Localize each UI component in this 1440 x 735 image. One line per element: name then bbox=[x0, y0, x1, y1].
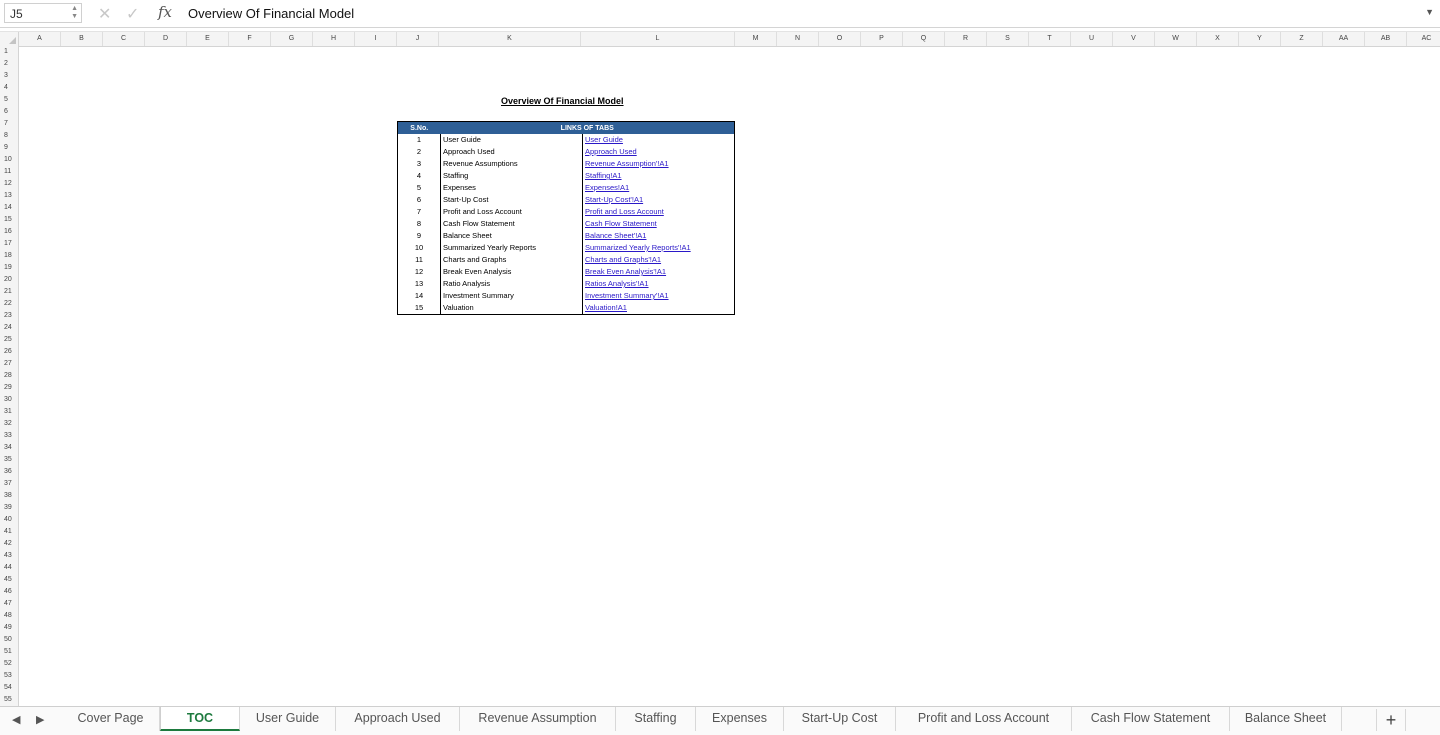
tab-name-cell[interactable]: Ratio Analysis bbox=[441, 278, 583, 290]
row-header-43[interactable]: 43 bbox=[4, 552, 12, 559]
row-header-39[interactable]: 39 bbox=[4, 504, 12, 511]
column-header-v[interactable]: V bbox=[1113, 32, 1155, 46]
tab-name-cell[interactable]: Revenue Assumptions bbox=[441, 158, 583, 170]
tab-link-cell bbox=[583, 194, 735, 206]
row-number[interactable]: 3 bbox=[398, 158, 441, 170]
row-header-24[interactable]: 24 bbox=[4, 324, 12, 331]
row-header-49[interactable]: 49 bbox=[4, 624, 12, 631]
formula-input[interactable]: Overview Of Financial Model bbox=[188, 6, 355, 21]
row-header-36[interactable]: 36 bbox=[4, 468, 12, 475]
table-row bbox=[398, 230, 735, 242]
row-header-45[interactable]: 45 bbox=[4, 576, 12, 583]
row-header-31[interactable]: 31 bbox=[4, 408, 12, 415]
row-header-22[interactable]: 22 bbox=[4, 300, 12, 307]
row-number[interactable]: 4 bbox=[398, 170, 441, 182]
tab-link-cell bbox=[583, 242, 735, 254]
row-header-35[interactable]: 35 bbox=[4, 456, 12, 463]
column-header-bar bbox=[0, 31, 1440, 47]
row-header-25[interactable]: 25 bbox=[4, 336, 12, 343]
sheet-tab-approach-used[interactable]: Approach Used bbox=[336, 707, 460, 731]
sheet-tab-balance-sheet[interactable]: Balance Sheet bbox=[1230, 707, 1342, 731]
row-number[interactable]: 6 bbox=[398, 194, 441, 206]
row-number[interactable]: 5 bbox=[398, 182, 441, 194]
row-header-9[interactable]: 9 bbox=[4, 144, 8, 151]
column-header-c[interactable]: C bbox=[103, 32, 145, 46]
row-header-34[interactable]: 34 bbox=[4, 444, 12, 451]
row-header-18[interactable]: 18 bbox=[4, 252, 12, 259]
tab-hyperlink[interactable]: Ratios Analysis'!A1 bbox=[585, 279, 649, 288]
table-row bbox=[398, 206, 735, 218]
row-number[interactable]: 15 bbox=[398, 302, 441, 315]
sheet-tab-cash-flow-statement[interactable]: Cash Flow Statement bbox=[1072, 707, 1230, 731]
row-header-37[interactable]: 37 bbox=[4, 480, 12, 487]
column-header-l[interactable]: L bbox=[581, 32, 735, 46]
row-header-30[interactable]: 30 bbox=[4, 396, 12, 403]
row-number[interactable]: 8 bbox=[398, 218, 441, 230]
tab-name-cell[interactable]: User Guide bbox=[441, 134, 583, 146]
tab-hyperlink[interactable]: Approach Used bbox=[585, 147, 637, 156]
row-header-27[interactable]: 27 bbox=[4, 360, 12, 367]
row-header-2[interactable]: 2 bbox=[4, 60, 8, 67]
row-header-52[interactable]: 52 bbox=[4, 660, 12, 667]
tab-name-cell[interactable]: Expenses bbox=[441, 182, 583, 194]
row-number[interactable]: 12 bbox=[398, 266, 441, 278]
column-header-d[interactable]: D bbox=[145, 32, 187, 46]
sheet-tab-bar bbox=[0, 706, 1440, 735]
cell-reference: J5 bbox=[10, 7, 23, 21]
row-header-8[interactable]: 8 bbox=[4, 132, 8, 139]
row-header-5[interactable]: 5 bbox=[4, 96, 8, 103]
row-header-53[interactable]: 53 bbox=[4, 672, 12, 679]
tab-name-cell[interactable]: Start-Up Cost bbox=[441, 194, 583, 206]
column-header-k[interactable]: K bbox=[439, 32, 581, 46]
row-header-41[interactable]: 41 bbox=[4, 528, 12, 535]
tab-link-cell bbox=[583, 146, 735, 158]
row-header-54[interactable]: 54 bbox=[4, 684, 12, 691]
column-header-b[interactable]: B bbox=[61, 32, 103, 46]
toc-table bbox=[397, 121, 735, 315]
tab-link-cell bbox=[583, 182, 735, 194]
tab-hyperlink[interactable]: Balance Sheet'!A1 bbox=[585, 231, 647, 240]
tab-hyperlink[interactable]: Revenue Assumption'!A1 bbox=[585, 159, 669, 168]
row-header-4[interactable]: 4 bbox=[4, 84, 8, 91]
header-sno[interactable]: S.No. bbox=[398, 122, 441, 135]
sheet-tab-toc[interactable]: TOC bbox=[160, 707, 240, 731]
column-header-z[interactable]: Z bbox=[1281, 32, 1323, 46]
tab-hyperlink[interactable]: Break Even Analysis'!A1 bbox=[585, 267, 667, 276]
row-header-28[interactable]: 28 bbox=[4, 372, 12, 379]
column-header-i[interactable]: I bbox=[355, 32, 397, 46]
row-header-42[interactable]: 42 bbox=[4, 540, 12, 547]
tab-hyperlink[interactable]: User Guide bbox=[585, 135, 623, 144]
tab-name-cell[interactable]: Charts and Graphs bbox=[441, 254, 583, 266]
tab-name-cell[interactable]: Valuation bbox=[441, 302, 583, 315]
tab-hyperlink[interactable]: Staffing!A1 bbox=[585, 171, 622, 180]
row-header-3[interactable]: 3 bbox=[4, 72, 8, 79]
row-header-1[interactable]: 1 bbox=[4, 48, 8, 55]
column-header-y[interactable]: Y bbox=[1239, 32, 1281, 46]
tab-name-cell[interactable]: Profit and Loss Account bbox=[441, 206, 583, 218]
column-header-o[interactable]: O bbox=[819, 32, 861, 46]
row-header-51[interactable]: 51 bbox=[4, 648, 12, 655]
column-header-p[interactable]: P bbox=[861, 32, 903, 46]
row-header-17[interactable]: 17 bbox=[4, 240, 12, 247]
row-header-29[interactable]: 29 bbox=[4, 384, 12, 391]
column-header-q[interactable]: Q bbox=[903, 32, 945, 46]
tab-link-cell bbox=[583, 218, 735, 230]
tab-hyperlink[interactable]: Charts and Graphs'!A1 bbox=[585, 255, 662, 264]
row-header-6[interactable]: 6 bbox=[4, 108, 8, 115]
table-row bbox=[398, 146, 735, 158]
table-row bbox=[398, 290, 735, 302]
table-row bbox=[398, 218, 735, 230]
row-header-44[interactable]: 44 bbox=[4, 564, 12, 571]
tab-hyperlink[interactable]: Valuation!A1 bbox=[585, 303, 627, 312]
scroll-tabs-right-icon[interactable]: ▶ bbox=[36, 714, 45, 726]
row-header-bar bbox=[0, 46, 19, 706]
column-header-x[interactable]: X bbox=[1197, 32, 1239, 46]
name-box-stepper-icon[interactable]: ▲ ▼ bbox=[71, 5, 78, 20]
tab-link-cell bbox=[583, 290, 735, 302]
column-header-a[interactable]: A bbox=[19, 32, 61, 46]
tab-link-cell bbox=[583, 266, 735, 278]
row-header-48[interactable]: 48 bbox=[4, 612, 12, 619]
row-number[interactable]: 2 bbox=[398, 146, 441, 158]
column-header-u[interactable]: U bbox=[1071, 32, 1113, 46]
table-row bbox=[398, 266, 735, 278]
row-header-16[interactable]: 16 bbox=[4, 228, 12, 235]
tab-name-cell[interactable]: Investment Summary bbox=[441, 290, 583, 302]
row-header-40[interactable]: 40 bbox=[4, 516, 12, 523]
row-header-55[interactable]: 55 bbox=[4, 696, 12, 703]
sheet-title[interactable]: Overview Of Financial Model bbox=[501, 96, 624, 106]
table-row bbox=[398, 182, 735, 194]
tab-hyperlink[interactable]: Start-Up Cost'!A1 bbox=[585, 195, 644, 204]
row-header-46[interactable]: 46 bbox=[4, 588, 12, 595]
tab-link-cell bbox=[583, 230, 735, 242]
column-header-e[interactable]: E bbox=[187, 32, 229, 46]
row-header-47[interactable]: 47 bbox=[4, 600, 12, 607]
tab-name-cell[interactable]: Summarized Yearly Reports bbox=[441, 242, 583, 254]
row-header-50[interactable]: 50 bbox=[4, 636, 12, 643]
header-links-of-tabs[interactable]: LINKS OF TABS bbox=[441, 122, 735, 135]
expand-formula-bar-icon[interactable]: ▼ bbox=[1425, 7, 1434, 17]
scroll-tabs-left-icon[interactable]: ◀ bbox=[12, 714, 21, 726]
sheet-tab-profit-and-loss-account[interactable]: Profit and Loss Account bbox=[896, 707, 1072, 731]
tab-name-cell[interactable]: Break Even Analysis bbox=[441, 266, 583, 278]
row-number[interactable]: 11 bbox=[398, 254, 441, 266]
row-header-19[interactable]: 19 bbox=[4, 264, 12, 271]
tab-name-cell[interactable]: Approach Used bbox=[441, 146, 583, 158]
insert-function-icon[interactable]: fx bbox=[158, 3, 173, 21]
sheet-tab-start-up-cost[interactable]: Start-Up Cost bbox=[784, 707, 896, 731]
row-header-20[interactable]: 20 bbox=[4, 276, 12, 283]
row-number[interactable]: 7 bbox=[398, 206, 441, 218]
tab-hyperlink[interactable]: Investment Summary'!A1 bbox=[585, 291, 669, 300]
table-row bbox=[398, 158, 735, 170]
name-box[interactable] bbox=[4, 3, 82, 23]
column-header-n[interactable]: N bbox=[777, 32, 819, 46]
row-header-15[interactable]: 15 bbox=[4, 216, 12, 223]
row-header-23[interactable]: 23 bbox=[4, 312, 12, 319]
cancel-icon[interactable]: ✕ bbox=[98, 6, 112, 23]
table-row bbox=[398, 302, 735, 315]
row-header-38[interactable]: 38 bbox=[4, 492, 12, 499]
add-sheet-button[interactable]: + bbox=[1376, 709, 1406, 731]
table-row bbox=[398, 194, 735, 206]
column-header-h[interactable]: H bbox=[313, 32, 355, 46]
row-number[interactable]: 13 bbox=[398, 278, 441, 290]
tab-link-cell bbox=[583, 302, 735, 315]
sheet-tab-revenue-assumption[interactable]: Revenue Assumption bbox=[460, 707, 616, 731]
confirm-check-icon[interactable]: ✓ bbox=[126, 6, 140, 23]
formula-bar bbox=[0, 0, 1440, 28]
tab-name-cell[interactable]: Staffing bbox=[441, 170, 583, 182]
row-header-7[interactable]: 7 bbox=[4, 120, 8, 127]
tab-link-cell bbox=[583, 278, 735, 290]
column-header-ac[interactable]: AC bbox=[1407, 32, 1440, 46]
row-header-12[interactable]: 12 bbox=[4, 180, 12, 187]
row-number[interactable]: 10 bbox=[398, 242, 441, 254]
tab-hyperlink[interactable]: Cash Flow Statement bbox=[585, 219, 657, 228]
row-header-32[interactable]: 32 bbox=[4, 420, 12, 427]
column-header-j[interactable]: J bbox=[397, 32, 439, 46]
column-header-f[interactable]: F bbox=[229, 32, 271, 46]
column-header-w[interactable]: W bbox=[1155, 32, 1197, 46]
row-header-11[interactable]: 11 bbox=[4, 168, 12, 175]
tab-link-cell bbox=[583, 206, 735, 218]
tab-hyperlink[interactable]: Profit and Loss Account bbox=[585, 207, 664, 216]
row-header-26[interactable]: 26 bbox=[4, 348, 12, 355]
sheet-tab-cover-page[interactable]: Cover Page bbox=[62, 707, 160, 731]
row-header-13[interactable]: 13 bbox=[4, 192, 12, 199]
tab-link-cell bbox=[583, 134, 735, 146]
table-row bbox=[398, 278, 735, 290]
column-header-aa[interactable]: AA bbox=[1323, 32, 1365, 46]
tab-link-cell bbox=[583, 254, 735, 266]
sheet-tab-staffing[interactable]: Staffing bbox=[616, 707, 696, 731]
tab-hyperlink[interactable]: Summarized Yearly Reports'!A1 bbox=[585, 243, 691, 252]
column-header-t[interactable]: T bbox=[1029, 32, 1071, 46]
column-header-r[interactable]: R bbox=[945, 32, 987, 46]
row-number[interactable]: 9 bbox=[398, 230, 441, 242]
tab-link-cell bbox=[583, 170, 735, 182]
tab-link-cell bbox=[583, 158, 735, 170]
table-row bbox=[398, 134, 735, 146]
row-header-33[interactable]: 33 bbox=[4, 432, 12, 439]
row-header-10[interactable]: 10 bbox=[4, 156, 12, 163]
row-header-21[interactable]: 21 bbox=[4, 288, 12, 295]
tab-hyperlink[interactable]: Expenses!A1 bbox=[585, 183, 630, 192]
tab-name-cell[interactable]: Balance Sheet bbox=[441, 230, 583, 242]
table-row bbox=[398, 242, 735, 254]
column-header-g[interactable]: G bbox=[271, 32, 313, 46]
select-all-corner[interactable] bbox=[0, 32, 19, 46]
column-header-s[interactable]: S bbox=[987, 32, 1029, 46]
row-header-14[interactable]: 14 bbox=[4, 204, 12, 211]
tab-name-cell[interactable]: Cash Flow Statement bbox=[441, 218, 583, 230]
column-header-ab[interactable]: AB bbox=[1365, 32, 1407, 46]
table-row bbox=[398, 170, 735, 182]
sheet-tab-user-guide[interactable]: User Guide bbox=[240, 707, 336, 731]
sheet-tab-expenses[interactable]: Expenses bbox=[696, 707, 784, 731]
row-number[interactable]: 1 bbox=[398, 134, 441, 146]
row-number[interactable]: 14 bbox=[398, 290, 441, 302]
column-header-m[interactable]: M bbox=[735, 32, 777, 46]
table-row bbox=[398, 254, 735, 266]
